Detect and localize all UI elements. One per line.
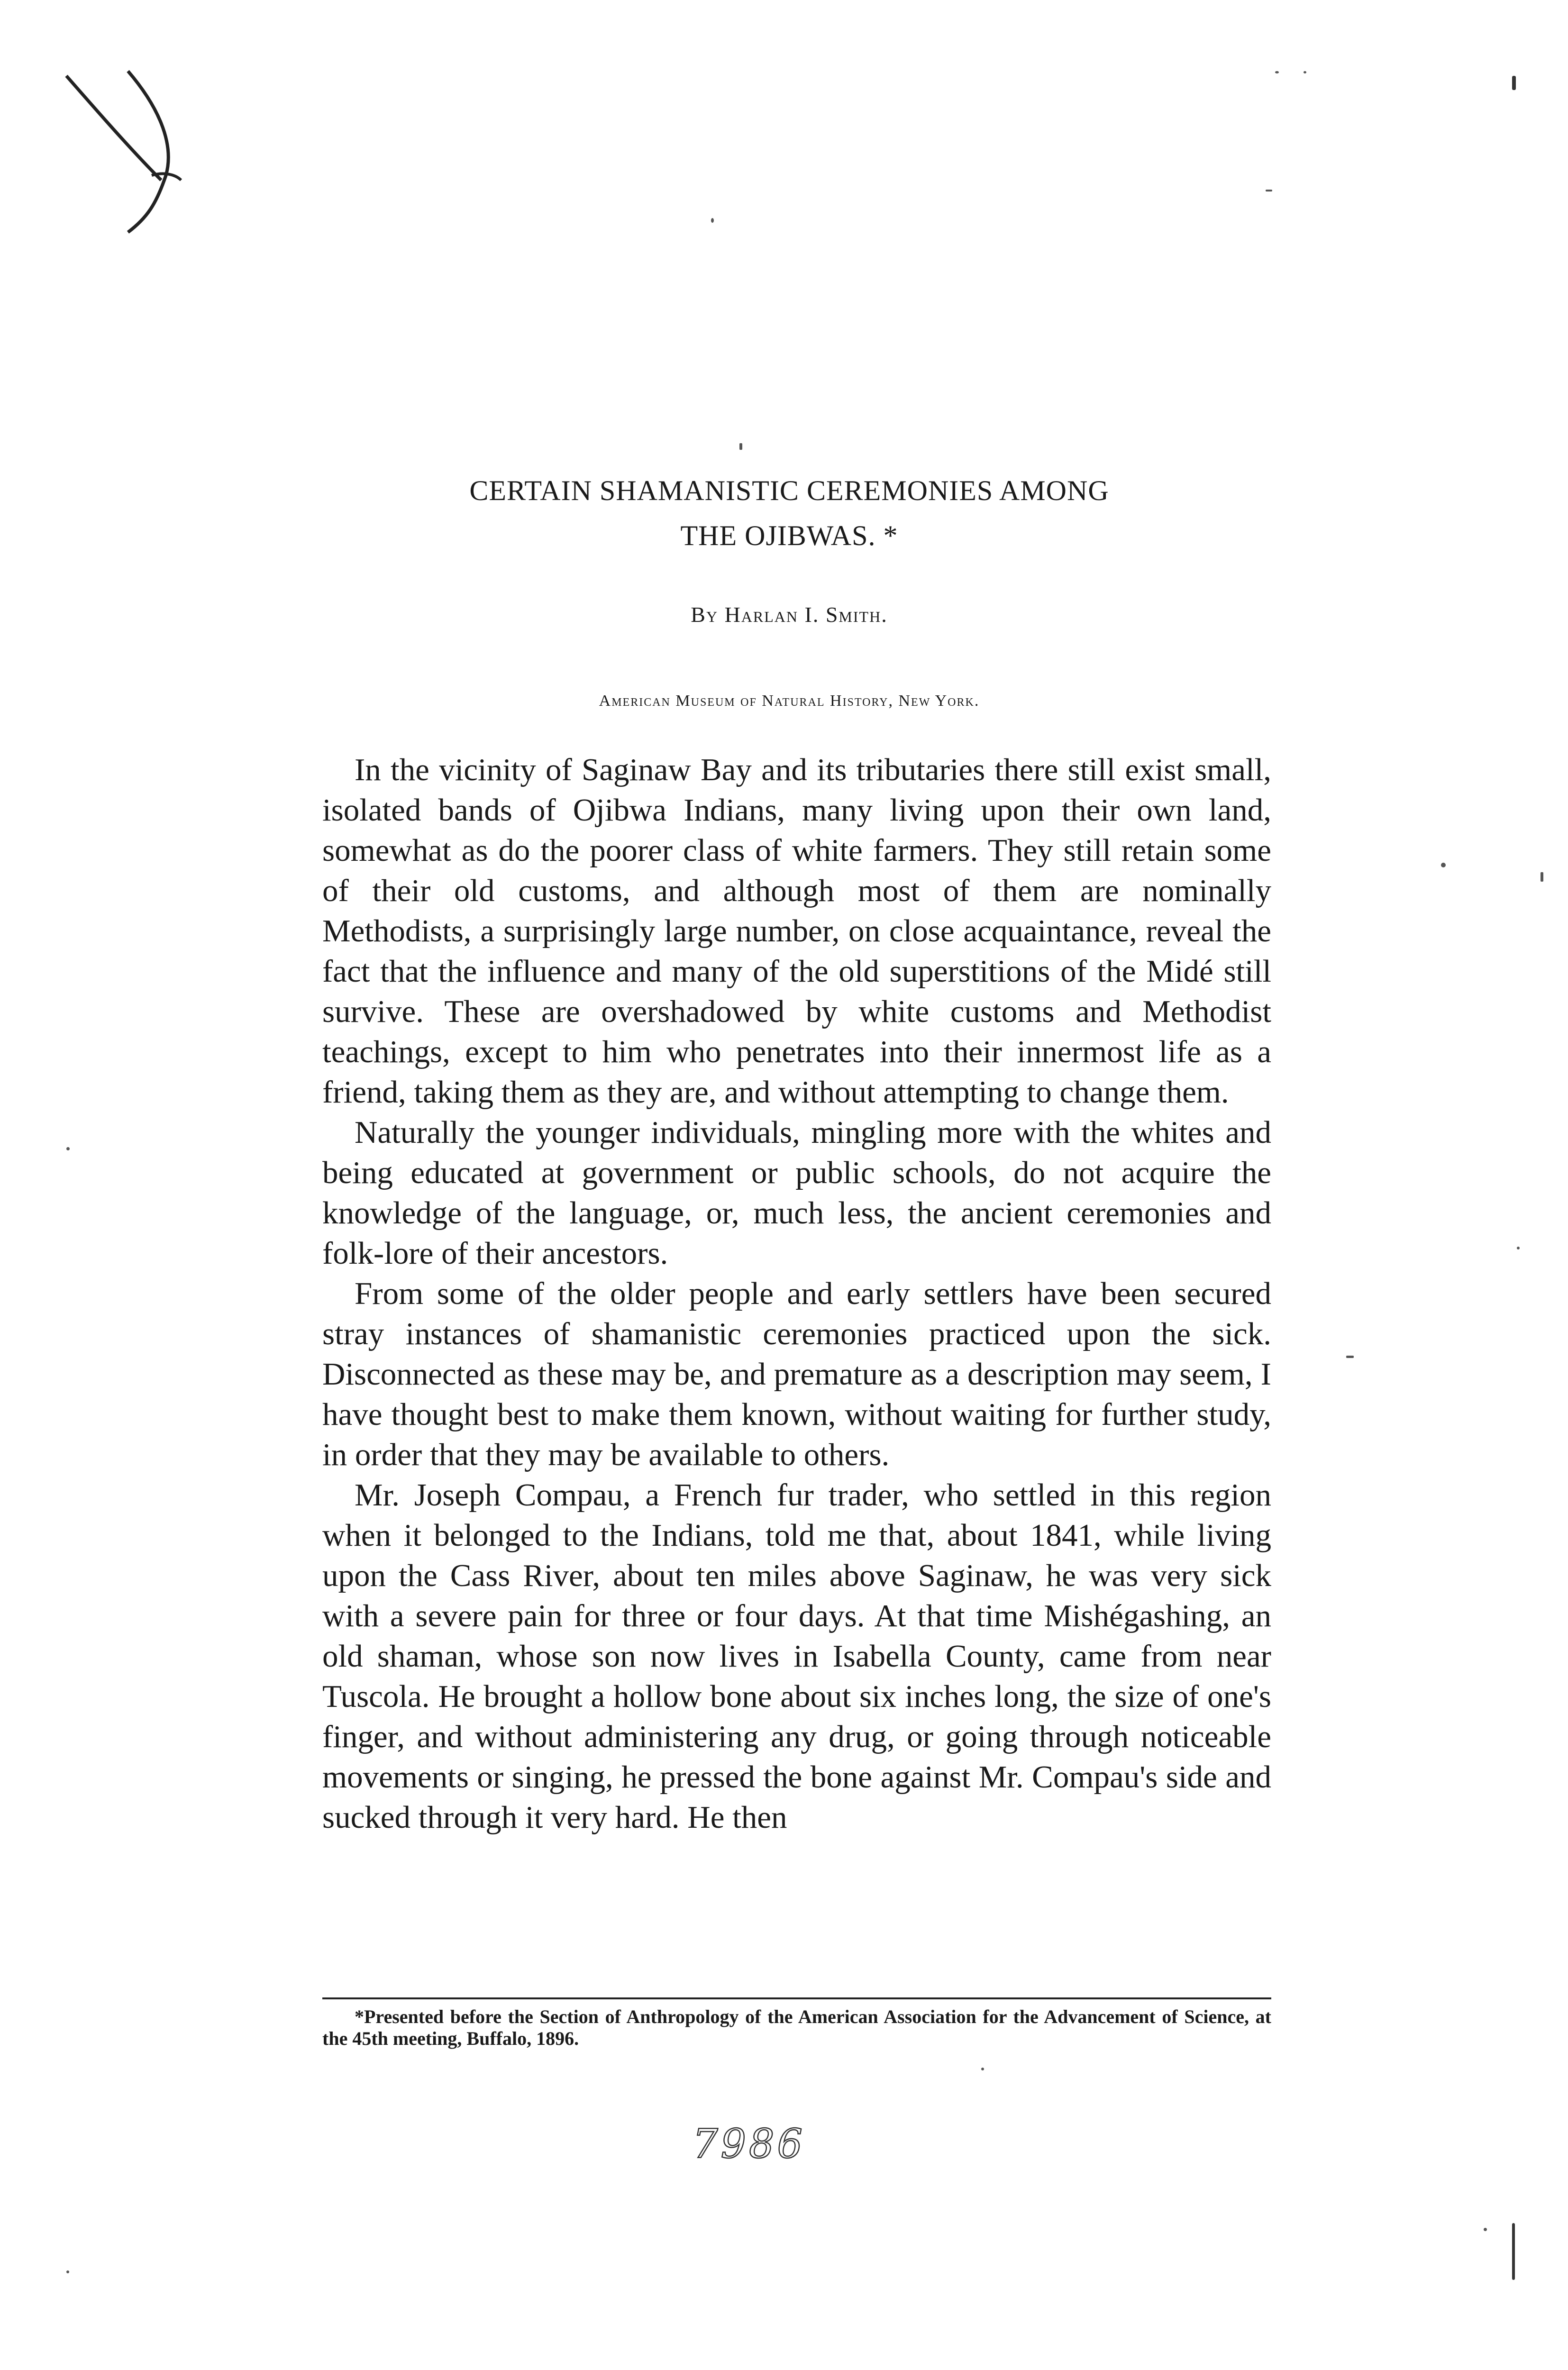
author-affiliation: American Museum of Natural History, New York. xyxy=(599,692,980,710)
paragraph: Naturally the younger individuals, mingling more with the whites and being educated at government or public schools, do not acquire the knowledge of the language, or, much less, the ancient ceremonies and folk-lore of their ancestors. xyxy=(322,1115,1271,1271)
scan-speck xyxy=(1346,1356,1354,1358)
scan-speck xyxy=(711,218,714,223)
scan-speck xyxy=(981,2068,984,2070)
handwritten-accession-number xyxy=(645,2119,853,2171)
footnote-divider xyxy=(322,1997,1271,1999)
scan-speck xyxy=(1517,1247,1520,1249)
author-byline: By Harlan I. Smith. xyxy=(691,602,888,627)
scan-speck xyxy=(1304,71,1306,73)
scan-speck xyxy=(1512,76,1516,90)
scan-speck xyxy=(1275,71,1279,73)
article-body xyxy=(322,750,1271,1838)
paragraph: From some of the older people and early settlers have been secured stray instances of shamanistic ceremonies practiced upon the sick. Disconnected as these may be, and premature as a description may seem, I have thought best to make them known, without waiting for further study, in order that they may be available to others. xyxy=(322,1276,1271,1472)
article-title-line-1: CERTAIN SHAMANISTIC CEREMONIES AMONG xyxy=(469,475,1109,506)
paragraph: Mr. Joseph Compau, a French fur trader, who settled in this region when it belonged to the Indians, told me that, about 1841, while living upon the Cass River, about ten miles above Saginaw, he was very sick with a severe pain for three or four days. At that time Mishégashing, an old shaman, whose son now lives in Isabella County, came from near Tuscola. He brought a hollow bone about six inches long, the size of one's finger, and without administering any drug, or going through noticeable movements or singing, he pressed the bone against Mr. Compau's side and sucked through it very hard. He then xyxy=(322,1477,1271,1835)
scan-speck xyxy=(1484,2228,1487,2231)
scan-speck xyxy=(1441,863,1446,867)
scan-speck xyxy=(1541,872,1543,882)
footnote: *Presented before the Section of Anthropology of the American Association for the Advancement of Science, at the 45th meeting, Buffalo, 1896. xyxy=(322,2006,1271,2049)
scan-speck xyxy=(66,1147,70,1150)
scan-speck xyxy=(739,443,742,450)
paragraph: In the vicinity of Saginaw Bay and its tributaries there still exist small, isolated bands of Ojibwa Indians, many living upon their own land, somewhat as do the poorer class of white farmers. They still retain some of their old customs, and although most of them are nominally Methodists, a surprisingly large number, on close acquaintance, reveal the fact that the influence and many of the old superstitions of the Midé still survive. These are overshadowed by white customs and Methodist teachings, except to him who penetrates into their innermost life as a friend, taking them as they are, and without attempting to change them. xyxy=(322,752,1271,1110)
pencil-mark-icon xyxy=(57,62,209,242)
scan-speck xyxy=(66,2270,69,2273)
accession-number-text: 7986 xyxy=(693,2121,805,2167)
scan-speck xyxy=(1266,190,1272,191)
scan-speck xyxy=(1512,2223,1515,2280)
article-title-line-2: THE OJIBWAS. * xyxy=(680,520,898,551)
